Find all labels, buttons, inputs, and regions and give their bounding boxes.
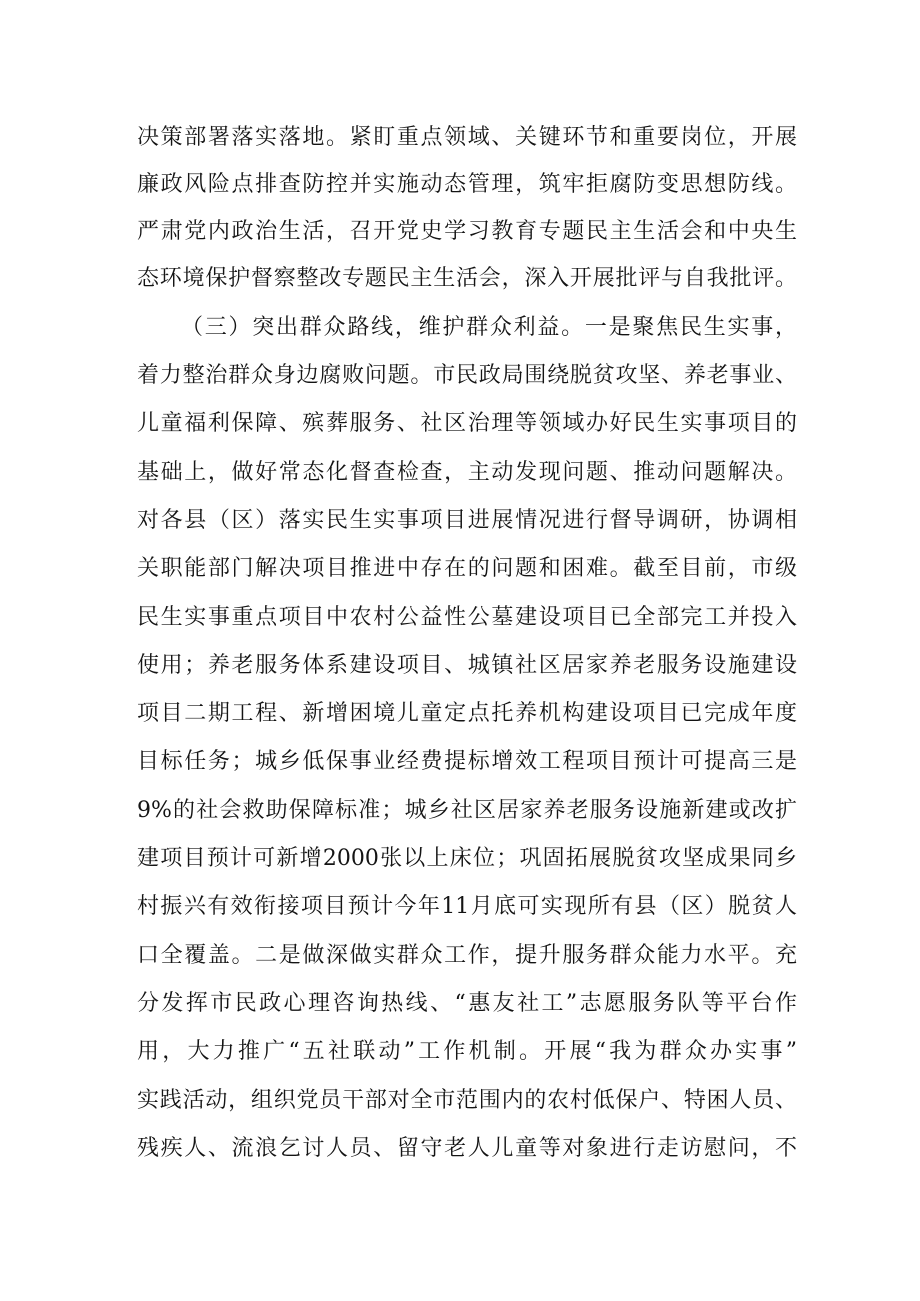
paragraph-line: 用，大力推广“五社联动”工作机制。开展“我为群众办实事” xyxy=(137,1039,797,1064)
paragraph-line: 对各县（区）落实民生实事项目进展情况进行督导调研，协调相 xyxy=(137,508,797,533)
paragraph-line: 民生实事重点项目中农村公益性公墓建设项目已全部完工并投入 xyxy=(137,605,797,630)
paragraph-line: 决策部署落实落地。紧盯重点领域、关键环节和重要岗位，开展 xyxy=(137,125,797,150)
paragraph-line: 基础上，做好常态化督查检查，主动发现问题、推动问题解决。 xyxy=(137,460,797,485)
paragraph-line: 村振兴有效衔接项目预计今年11月底可实现所有县（区）脱贫人 xyxy=(137,894,797,919)
paragraph-line: 使用；养老服务体系建设项目、城镇社区居家养老服务设施建设 xyxy=(137,653,797,678)
paragraph-line: 关职能部门解决项目推进中存在的问题和困难。截至目前，市级 xyxy=(137,556,797,581)
paragraph-line: 态环境保护督察整改专题民主生活会，深入开展批评与自我批评。 xyxy=(137,266,797,291)
paragraph-line: 9%的社会救助保障标准；城乡社区居家养老服务设施新建或改扩 xyxy=(137,798,797,823)
paragraph-line: 实践活动，组织党员干部对全市范围内的农村低保户、特困人员、 xyxy=(137,1088,797,1113)
paragraph-line: 项目二期工程、新增困境儿童定点托养机构建设项目已完成年度 xyxy=(137,701,797,726)
paragraph-line: 儿童福利保障、殡葬服务、社区治理等领域办好民生实事项目的 xyxy=(137,411,797,436)
paragraph-line: 残疾人、流浪乞讨人员、留守老人儿童等对象进行走访慰问，不 xyxy=(137,1136,797,1161)
paragraph-line: 建项目预计可新增2000张以上床位；巩固拓展脱贫攻坚成果同乡 xyxy=(137,846,797,871)
paragraph-line: 目标任务；城乡低保事业经费提标增效工程项目预计可提高三是 xyxy=(137,749,797,774)
paragraph-line: 廉政风险点排查防控并实施动态管理，筑牢拒腐防变思想防线。 xyxy=(137,172,797,197)
paragraph-line: 分发挥市民政心理咨询热线、“惠友社工”志愿服务队等平台作 xyxy=(137,991,797,1016)
paragraph-line: 严肃党内政治生活，召开党史学习教育专题民主生活会和中央生 xyxy=(137,219,797,244)
paragraph-line: 着力整治群众身边腐败问题。市民政局围绕脱贫攻坚、养老事业、 xyxy=(137,363,797,388)
paragraph-line: （三）突出群众路线，维护群众利益。一是聚焦民生实事， xyxy=(181,315,797,340)
paragraph-line: 口全覆盖。二是做深做实群众工作，提升服务群众能力水平。充 xyxy=(137,943,797,968)
